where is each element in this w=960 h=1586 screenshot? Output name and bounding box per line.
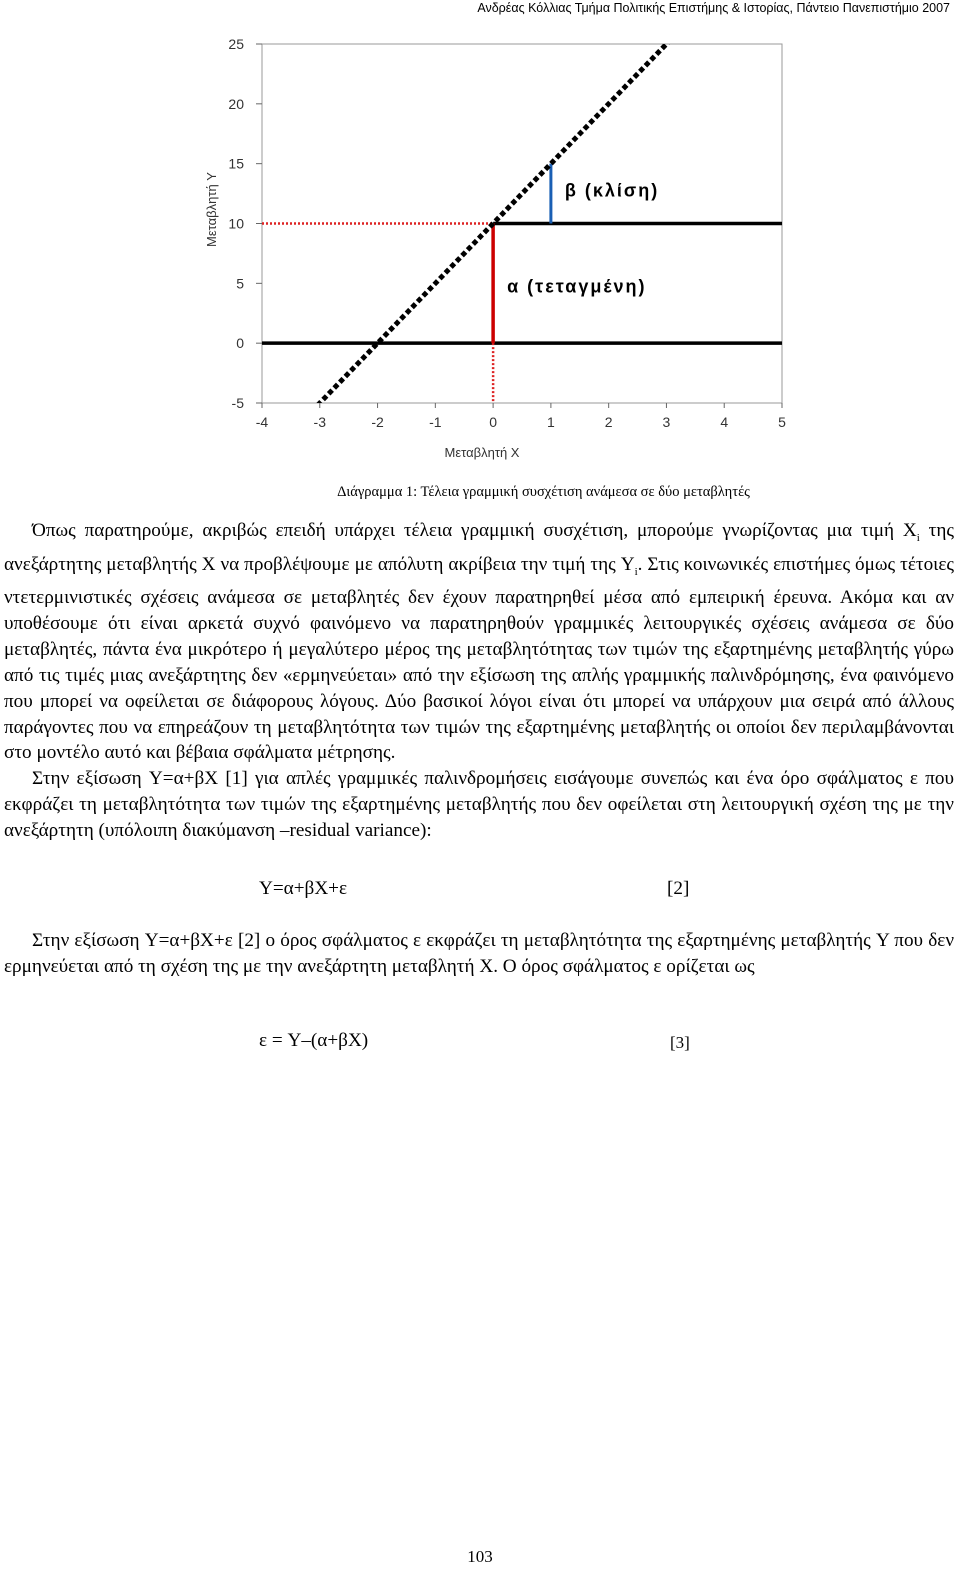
x-tick-label: 0: [489, 414, 498, 430]
paragraph-1: [4, 518, 954, 766]
y-tick-label: 0: [236, 335, 244, 352]
equation-2-formula: Y=α+βX+ε: [259, 878, 348, 899]
y-tick-label: 25: [228, 36, 244, 52]
paragraph-1-part-c: . Στις κοινωνικές επιστήμες όμως τέτοιες ντετερμινιστικές σχέσεις ανάμεσα σε μεταβλητές δεν έχουν παρατηρηθεί μέσα από εμπειρική έρευνα. Ακόμα και αν υποθέσουμε ότι είναι αρκετά συχνό φαινόμενο να παρατηρηθούν γραμμικές λειτουργικές σχέσεις ανάμεσα σε δύο μεταβλητές, πάντα ένα μικρότερο ή μεγαλύτερο μέρος της μεταβλητότητας των τιμών της εξαρτημένης μεταβλητής γύρω από τις τιμές μιας ανεξάρτητης δεν «ερμηνεύεται» από την εξίσωση της απλής γραμμικής παλινδρόμησης, ένα φαινόμενο που μπορεί να οφείλεται σε διάφορους λόγους. Δύο βασικοί λόγοι είναι ότι μπορεί να υπάρχουν μια σειρά από άλλους παράγοντες που να επηρεάζουν τη μεταβλητότητα των τιμών της εξαρτημένης μεταβλητής οι οποίοι δεν περιλαμβάνονται στο μοντέλο αυτό και βέβαια σφάλματα μέτρησης.: [4, 553, 954, 764]
y-tick-label: 10: [228, 215, 244, 232]
x-tick-label: -2: [371, 414, 384, 430]
x-tick-label: 3: [662, 414, 671, 430]
paragraph-2: Στην εξίσωση Y=α+βX [1] για απλές γραμμικές παλινδρομήσεις εισάγουμε συνεπώς και ένα όρο σφάλματος ε που εκφράζει τη μεταβλητότητα των τιμών της εξαρτημένης μεταβλητής που δεν οφείλεται στη λειτουργική σχέση της με την ανεξάρτητη (υπόλοιπη διακύμανση –residual variance):: [4, 768, 954, 841]
page-number: 103: [467, 1547, 493, 1566]
regression-chart: [190, 34, 800, 464]
paragraph-1-part-b: της ανεξάρτητης μεταβλητής X να προβλέψουμε με απόλυτη ακρίβεια την τιμή της Y: [4, 520, 955, 575]
y-tick-label: -5: [231, 395, 244, 411]
page-header: Ανδρέας Κόλλιας Τμήμα Πολιτικής Επιστήμης & Ιστορίας, Πάντειο Πανεπιστήμιο 2007: [477, 1, 950, 15]
equation-3-formula: ε = Y–(α+βX): [259, 1030, 369, 1051]
equation-2-number: [2]: [667, 878, 690, 899]
x-tick-label: 1: [546, 414, 555, 430]
subscript-i: i: [916, 531, 920, 544]
paragraph-1-part-a: Όπως παρατηρούμε, ακριβώς επειδή υπάρχει τέλεια γραμμική συσχέτιση, μπορούμε γνωρίζοντας μια τιμή X: [32, 520, 917, 541]
body-text-block: [4, 518, 954, 844]
y-tick-label: 5: [236, 275, 244, 292]
x-axis-label: Μεταβλητή X: [444, 445, 520, 460]
x-tick-label: 5: [778, 414, 786, 430]
equation-3-number: [3]: [670, 1033, 690, 1052]
intercept-annotation: α (τεταγμένη): [507, 276, 647, 297]
y-tick-label: 15: [228, 155, 244, 172]
x-tick-label: 4: [720, 414, 729, 430]
x-tick-label: -3: [313, 414, 327, 430]
paragraph-3: Στην εξίσωση Y=α+βX+ε [2] ο όρος σφάλματος ε εκφράζει τη μεταβλητότητα της εξαρτημένης μεταβλητής Y που δεν ερμηνεύεται από τη σχέση της με την ανεξάρτητη μεταβλητή X. Ο όρος σφάλματος ε ορίζεται ως: [4, 930, 954, 977]
x-tick-label: -1: [429, 414, 442, 430]
x-tick-label: 2: [604, 414, 613, 430]
x-tick-label: -4: [255, 414, 269, 430]
y-tick-label: 20: [228, 95, 244, 112]
figure-caption: Διάγραμμα 1: Τέλεια γραμμική συσχέτιση ανάμεσα σε δύο μεταβλητές: [337, 484, 750, 500]
body-text-block-2: [4, 928, 954, 980]
subscript-i: i: [634, 565, 638, 578]
y-axis-label: Μεταβλητή Y: [204, 172, 219, 247]
slope-annotation: β (κλίση): [564, 180, 660, 201]
